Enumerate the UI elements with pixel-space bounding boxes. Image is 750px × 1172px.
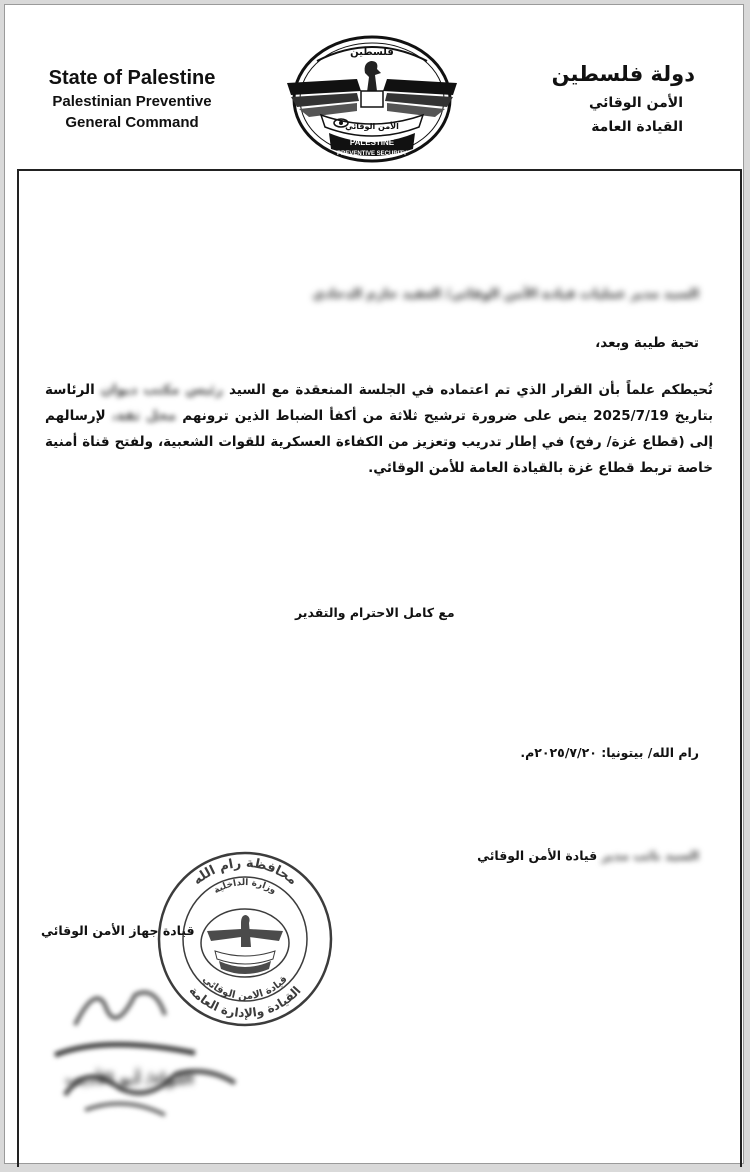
body-part3: لإرسالهم إلى (قطاع غزة/ رفح) في إطار تدريب وتعزيز من الكفاءة العسكرية للقوات الشعبية، ولفتح قناة أمنية خاصة تربط قطاع غزة بالقيادة العامة للأمن الوقائي. xyxy=(45,408,713,476)
closing: مع كامل الاحترام والتقدير xyxy=(295,605,455,620)
header-ar-line1: دولة فلسطين xyxy=(551,62,695,86)
header-en-line3: General Command xyxy=(65,114,199,131)
recipient-line: السيد مدير عمليات قيادة الأمن الوقائي/ العقيد حازم الدحادي xyxy=(312,287,699,302)
emblem-ribbon-text: الأمن الوقائي xyxy=(345,122,399,131)
stamp-emblem-icon xyxy=(201,909,289,977)
header-arabic xyxy=(515,57,695,139)
signer-line xyxy=(477,848,699,863)
letter-body xyxy=(45,377,713,481)
stamp-outer-top: محافظة رام الله xyxy=(190,855,300,889)
header-en-line2: Palestinian Preventive xyxy=(52,93,212,110)
emblem-banner-line2: PREVENTIVE SECURITY xyxy=(336,151,408,157)
stamp-outer-bottom: القيادة والإدارة العامة xyxy=(186,983,304,1021)
signature-name-blur: اللواء/ أبو الأديب xyxy=(65,1069,194,1088)
header-english xyxy=(19,65,245,133)
header-ar-line3: القيادة العامة xyxy=(591,119,683,135)
greeting: تحية طيبة وبعد، xyxy=(595,335,699,351)
body-redacted-name: رئيس مكتب ديوان xyxy=(100,382,223,398)
header-en-line1: State of Palestine xyxy=(48,67,216,89)
stamp-side-label: قيادة جهاز الأمن الوقائي xyxy=(41,923,195,938)
official-stamp xyxy=(155,847,335,1032)
header-ar-line2: الأمن الوقائي xyxy=(588,95,683,111)
stamp-inner-top: وزارة الداخلية xyxy=(212,877,278,897)
body-redacted-trust: محل ثقة، xyxy=(111,408,177,424)
signer-title: قيادة الأمن الوقائي xyxy=(477,848,598,863)
stamp-inner-bottom: قيادة الامن الوقائي xyxy=(200,973,290,1003)
preventive-security-emblem xyxy=(277,29,467,165)
document-page xyxy=(4,4,744,1164)
body-part1: نُحيطكم علماً بأن القرار الذي تم اعتماده في الجلسة المنعقدة مع السيد xyxy=(228,382,713,398)
emblem-banner-line1: PALESTINE xyxy=(349,138,395,147)
body-part2: الرئاسة بتاريخ 2025/7/19 ينص على ضرورة ترشيح ثلاثة من أكفأ الضباط الذين ترونهم xyxy=(45,382,714,424)
place-date: رام الله/ بيتونيا: ٢٠٢٥/٧/٢٠م. xyxy=(520,745,699,760)
signer-redacted: السيد نائب مدير xyxy=(601,848,699,863)
emblem-top-text: فلسطين xyxy=(350,47,394,58)
